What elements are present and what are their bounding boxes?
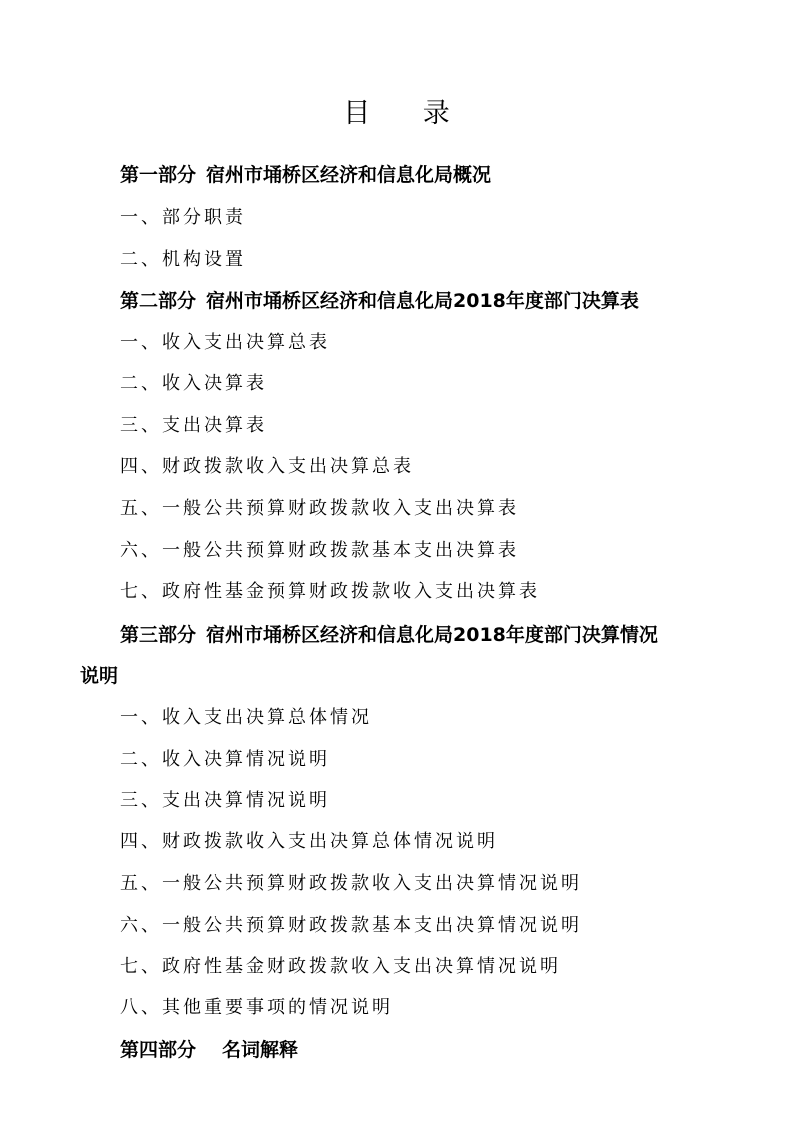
part-4-heading: [120, 1035, 298, 1065]
toc-item: 二、收入决算情况说明: [120, 749, 330, 770]
toc-item: 七、政府性基金财政拨款收入支出决算情况说明: [120, 956, 561, 977]
toc-item: 一、收入支出决算总体情况: [120, 707, 372, 728]
toc-item: 三、支出决算情况说明: [120, 790, 330, 811]
part-2-title: 宿州市埇桥区经济和信息化局2018年度部门决算表: [206, 290, 639, 312]
part-4-title: 名词解释: [222, 1039, 299, 1061]
part-3-label: 第三部分: [120, 624, 197, 646]
part-2-heading: [120, 286, 639, 316]
toc-item: 二、机构设置: [120, 249, 246, 270]
toc-item: 三、支出决算表: [120, 415, 267, 436]
toc-item: 六、一般公共预算财政拨款基本支出决算情况说明: [120, 915, 582, 936]
toc-item: 五、一般公共预算财政拨款收入支出决算表: [120, 498, 519, 519]
toc-item: 一、部分职责: [120, 207, 246, 228]
toc-item: 七、政府性基金预算财政拨款收入支出决算表: [120, 581, 540, 602]
toc-item: 一、收入支出决算总表: [120, 332, 330, 353]
part-4-label: 第四部分: [120, 1039, 197, 1061]
toc-item: 四、财政拨款收入支出决算总表: [120, 456, 414, 477]
toc-item: 二、收入决算表: [120, 373, 267, 394]
part-1-label: 第一部分: [120, 164, 197, 186]
toc-item: 五、一般公共预算财政拨款收入支出决算情况说明: [120, 873, 582, 894]
part-2-label: 第二部分: [120, 290, 197, 312]
toc-item: 八、其他重要事项的情况说明: [120, 997, 393, 1018]
toc-item: 六、一般公共预算财政拨款基本支出决算表: [120, 540, 519, 561]
part-3-heading: [120, 620, 658, 650]
part-3-title-continued: 说明: [80, 665, 119, 687]
toc-title: 目 录: [343, 98, 472, 129]
toc-item: 四、财政拨款收入支出决算总体情况说明: [120, 831, 498, 852]
part-3-title: 宿州市埇桥区经济和信息化局2018年度部门决算情况: [206, 624, 658, 646]
part-1-heading: [120, 160, 491, 190]
part-1-title: 宿州市埇桥区经济和信息化局概况: [206, 164, 492, 186]
